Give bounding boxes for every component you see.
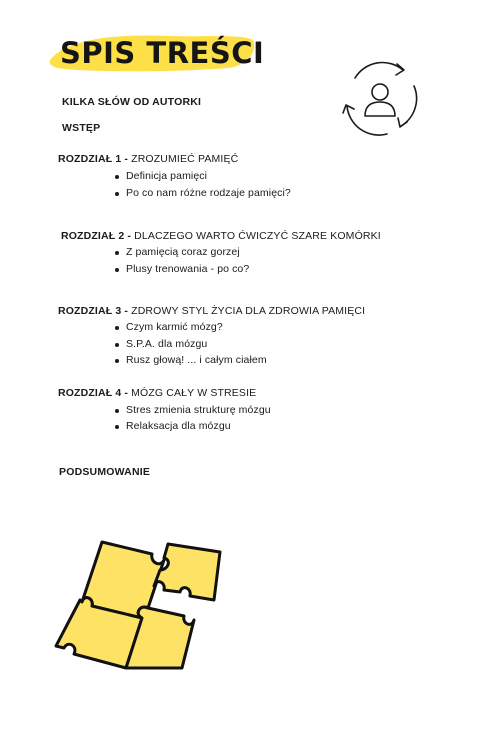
toc-item: Definicja pamięci: [126, 170, 208, 182]
title-block: [48, 28, 265, 80]
toc-intro: WSTĘP: [62, 122, 101, 134]
toc-item: Plusy trenowania - po co?: [126, 263, 250, 275]
chapter-title: ZDROWY STYL ŻYCIA DLA ZDROWIA PAMIĘCI: [131, 305, 366, 317]
toc-item: Stres zmienia strukturę mózgu: [126, 404, 271, 416]
toc-item: Z pamięcią coraz gorzej: [126, 246, 240, 258]
puzzle-icon: [52, 530, 242, 680]
toc-chapter-1: [58, 153, 238, 165]
toc-item: Rusz głową! ... i całym ciałem: [126, 354, 267, 366]
toc-chapter-4: [58, 387, 256, 399]
chapter-title: ZROZUMIEĆ PAMIĘĆ: [131, 153, 239, 165]
chapter-title: DLACZEGO WARTO ĆWICZYĆ SZARE KOMÓRKI: [134, 230, 381, 242]
toc-chapter-2: [61, 230, 381, 242]
chapter-label: ROZDZIAŁ 1 -: [58, 153, 129, 165]
user-cycle-icon: [337, 58, 423, 138]
toc-item: Czym karmić mózg?: [126, 321, 223, 333]
toc-item: Po co nam różne rodzaje pamięci?: [126, 187, 291, 199]
chapter-label: ROZDZIAŁ 2 -: [61, 230, 132, 242]
toc-intro-author: KILKA SŁÓW OD AUTORKI: [62, 96, 202, 108]
toc-item: Relaksacja dla mózgu: [126, 420, 231, 432]
page-title: SPIS TREŚCI: [60, 36, 265, 70]
chapter-label: ROZDZIAŁ 4 -: [58, 387, 129, 399]
toc-summary: PODSUMOWANIE: [59, 466, 151, 478]
toc-chapter-3: [58, 305, 365, 317]
chapter-title: MÓZG CAŁY W STRESIE: [131, 387, 257, 399]
chapter-label: ROZDZIAŁ 3 -: [58, 305, 129, 317]
toc-item: S.P.A. dla mózgu: [126, 338, 208, 350]
